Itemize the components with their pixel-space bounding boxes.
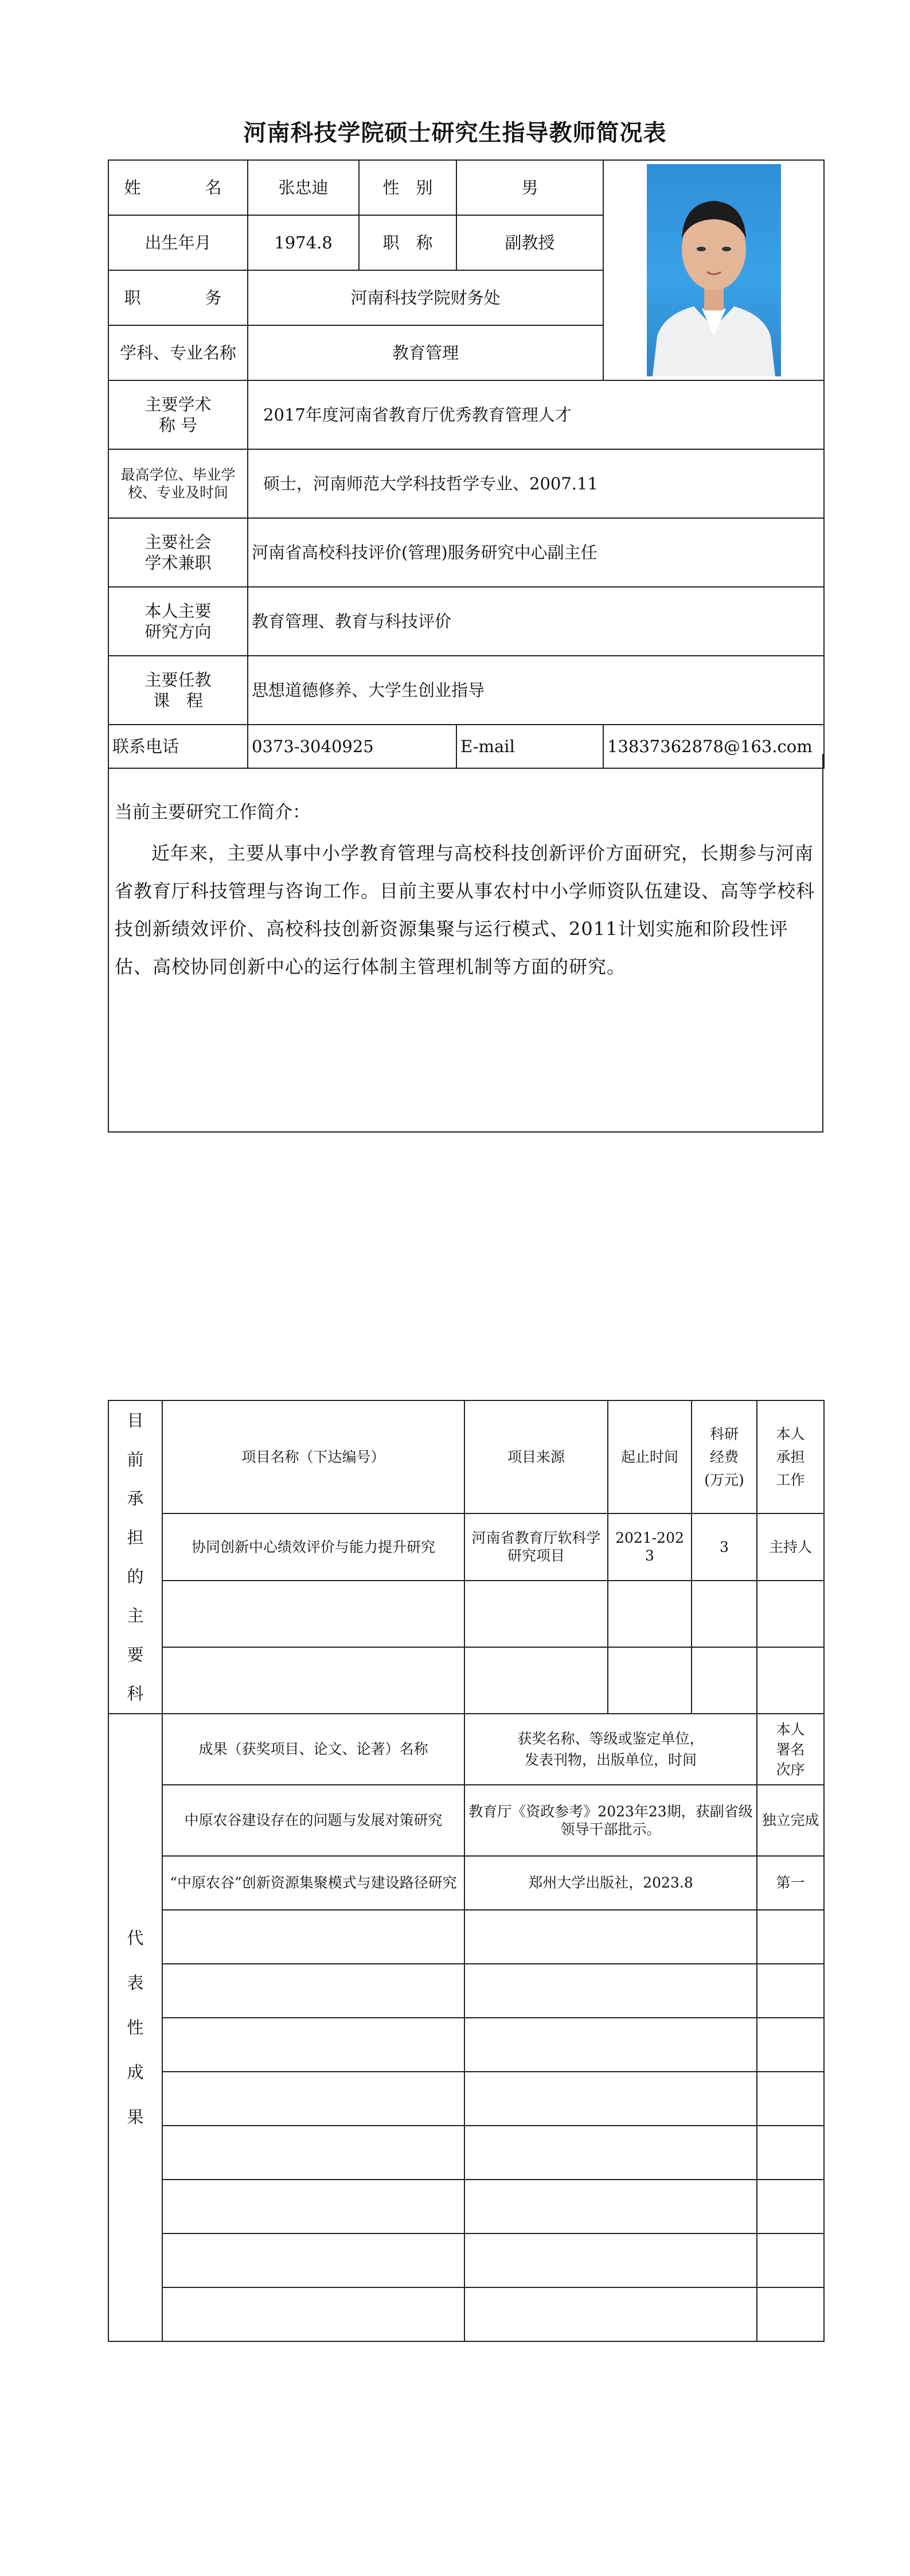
achievements-header-order-line1: 本人 (776, 1721, 805, 1738)
achievements-side-char: 表 (127, 1973, 144, 1993)
achievements-side-char: 果 (127, 2107, 144, 2127)
courses-label-line2: 课 程 (153, 691, 203, 710)
projects-side-char: 承 (127, 1489, 144, 1508)
project-row (108, 1647, 824, 1714)
discipline-value: 教育管理 (248, 325, 603, 380)
project-name: 协同创新中心绩效评价与能力提升研究 (162, 1513, 464, 1580)
project-row (108, 1513, 824, 1580)
achievement-name (162, 1964, 464, 2018)
title-label: 职 称 (359, 215, 456, 270)
achievement-award: 教育厅《资政参考》2023年23期，获副省级领导干部批示。 (464, 1785, 757, 1856)
achievement-name (162, 1910, 464, 1964)
achievement-order (757, 2287, 824, 2341)
achievement-name (162, 2180, 464, 2233)
achievement-order (757, 1964, 824, 2018)
achievement-name (162, 2072, 464, 2126)
achievements-side-char: 性 (127, 2018, 144, 2037)
degree-label-line2: 校、专业及时间 (127, 484, 228, 501)
courses-label (108, 656, 248, 725)
portrait-photo (647, 164, 781, 376)
social-label-line2: 学术兼职 (144, 553, 212, 573)
degree-label (108, 449, 248, 518)
achievements-header-name: 成果（获奖项目、论文、论著）名称 (162, 1714, 464, 1785)
honors-label-line1: 主要学术 (144, 394, 212, 414)
achievement-row (108, 2180, 824, 2233)
project-period (608, 1581, 692, 1647)
honors-value: 2017年度河南省教育厅优秀教育管理人才 (248, 380, 824, 449)
project-role (757, 1647, 824, 1714)
name-value: 张忠迪 (248, 160, 359, 215)
discipline-label: 学科、专业名称 (108, 325, 248, 380)
achievement-name (162, 2287, 464, 2341)
document-title: 河南科技学院硕士研究生指导教师简况表 (243, 120, 667, 146)
projects-header-fund-line3: (万元) (704, 1471, 744, 1488)
projects-side-char: 要 (127, 1645, 144, 1664)
project-fund (692, 1581, 757, 1647)
projects-side-char: 的 (127, 1567, 144, 1586)
gender-label: 性 别 (359, 160, 456, 215)
projects-header-name: 项目名称（下达编号） (162, 1400, 464, 1513)
project-source (464, 1647, 608, 1714)
achievement-name (162, 2018, 464, 2072)
projects-header-role-line3: 工作 (776, 1471, 805, 1488)
project-period: 2021-2023 (608, 1513, 692, 1580)
title-value: 副教授 (456, 215, 603, 270)
projects-side-char: 担 (127, 1528, 144, 1547)
achievement-row (108, 2126, 824, 2180)
summary-heading: 当前主要研究工作简介： (115, 802, 310, 823)
email-label: E-mail (456, 725, 603, 768)
achievement-name (162, 2233, 464, 2287)
achievement-row (108, 1856, 824, 1910)
degree-value: 硕士，河南师范大学科技哲学专业、2007.11 (248, 449, 824, 518)
projects-side-char: 主 (127, 1606, 144, 1625)
achievement-order (757, 2018, 824, 2072)
research-summary-box (108, 754, 823, 1133)
projects-header-role (757, 1400, 824, 1513)
phone-value: 0373-3040925 (248, 725, 456, 768)
position-value: 河南科技学院财务处 (248, 270, 603, 325)
achievement-award (464, 2126, 757, 2180)
project-role: 主持人 (757, 1513, 824, 1580)
projects-side-char: 前 (127, 1450, 144, 1469)
basic-info-table (108, 159, 825, 769)
achievement-order (757, 1910, 824, 1964)
degree-label-line1: 最高学位、毕业学 (120, 466, 236, 483)
achievement-row (108, 2072, 824, 2126)
project-name (162, 1581, 464, 1647)
research-value: 教育管理、教育与科技评价 (248, 587, 824, 656)
email-value: 13837362878@163.com (603, 725, 824, 768)
courses-value: 思想道德修养、大学生创业指导 (248, 656, 824, 725)
achievement-row (108, 1785, 824, 1856)
achievement-name: 中原农谷建设存在的问题与发展对策研究 (162, 1785, 464, 1856)
achievement-award (464, 1964, 757, 2018)
achievement-award (464, 2233, 757, 2287)
achievement-order (757, 2180, 824, 2233)
position-label: 职 务 (108, 270, 248, 325)
achievement-row (108, 2018, 824, 2072)
honors-label-line2: 称 号 (158, 415, 198, 435)
achievement-award (464, 2072, 757, 2126)
achievement-order (757, 2233, 824, 2287)
projects-side-char: 科 (127, 1684, 144, 1703)
achievements-side-char: 成 (127, 2063, 144, 2082)
honors-label (108, 380, 248, 449)
project-name (162, 1647, 464, 1714)
project-fund (692, 1647, 757, 1714)
projects-side-char: 目 (127, 1411, 144, 1430)
portrait-figure (647, 164, 781, 376)
courses-label-line1: 主要任教 (144, 670, 212, 690)
projects-achievements-table (108, 1400, 825, 2342)
achievement-order: 独立完成 (757, 1785, 824, 1856)
achievement-order (757, 2072, 824, 2126)
achievements-side-label (108, 1714, 162, 2341)
summary-body: 近年来，主要从事中小学教育管理与高校科技创新评价方面研究，长期参与河南省教育厅科技管理与咨询工作。目前主要从事农村中小学师资队伍建设、高等学校科技创新绩效评价、高校科技创新资源集聚与运行模式、2011计划实施和阶段性评估、高校协同创新中心的运行体制主管理机制等方面的研究。 (115, 842, 815, 978)
projects-header-role-line1: 本人 (776, 1425, 805, 1442)
achievements-header-order (757, 1714, 824, 1785)
achievement-row (108, 2233, 824, 2287)
achievement-name (162, 2126, 464, 2180)
gender-value: 男 (456, 160, 603, 215)
projects-side-label (108, 1400, 162, 1714)
achievement-award (464, 2287, 757, 2341)
birth-label: 出生年月 (108, 215, 248, 270)
project-source (464, 1581, 608, 1647)
achievements-header-award-line2: 发表刊物，出版单位，时间 (524, 1752, 697, 1768)
achievement-row (108, 1910, 824, 1964)
achievements-header-award (464, 1714, 757, 1785)
social-value: 河南省高校科技评价(管理)服务研究中心副主任 (248, 518, 824, 587)
achievement-award (464, 2018, 757, 2072)
achievements-side-char: 代 (127, 1928, 144, 1948)
social-label (108, 518, 248, 587)
achievement-order (757, 2126, 824, 2180)
projects-header-role-line2: 承担 (776, 1448, 805, 1465)
projects-header-source: 项目来源 (464, 1400, 608, 1513)
achievement-order: 第一 (757, 1856, 824, 1910)
project-fund: 3 (692, 1513, 757, 1580)
achievement-name: “中原农谷”创新资源集聚模式与建设路径研究 (162, 1856, 464, 1910)
project-source: 河南省教育厅软科学研究项目 (464, 1513, 608, 1580)
achievement-award: 郑州大学出版社，2023.8 (464, 1856, 757, 1910)
name-label: 姓 名 (108, 160, 248, 215)
research-label-line1: 本人主要 (144, 601, 212, 621)
project-period (608, 1647, 692, 1714)
projects-header-fund (692, 1400, 757, 1513)
phone-label: 联系电话 (108, 725, 248, 768)
achievement-row (108, 2287, 824, 2341)
social-label-line1: 主要社会 (144, 532, 212, 552)
birth-value: 1974.8 (248, 215, 359, 270)
project-row (108, 1581, 824, 1647)
research-label-line2: 研究方向 (144, 622, 212, 641)
achievement-row (108, 1964, 824, 2018)
achievement-award (464, 1910, 757, 1964)
projects-header-fund-line2: 经费 (709, 1448, 739, 1465)
projects-header-fund-line1: 科研 (709, 1425, 739, 1442)
achievements-header-order-line3: 次序 (776, 1761, 805, 1778)
photo-cell (603, 160, 824, 380)
achievements-header-order-line2: 署名 (776, 1741, 805, 1758)
achievements-header-award-line1: 获奖名称、等级或鉴定单位， (517, 1730, 704, 1747)
achievement-award (464, 2180, 757, 2233)
projects-header-period: 起止时间 (608, 1400, 692, 1513)
research-label (108, 587, 248, 656)
project-role (757, 1581, 824, 1647)
